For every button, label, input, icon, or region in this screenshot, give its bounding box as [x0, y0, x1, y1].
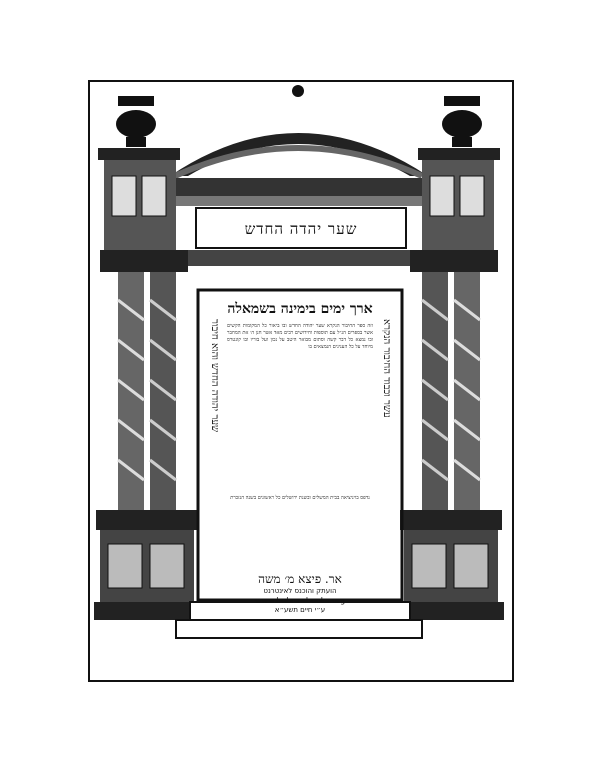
header-band-text: שער יהדה החדש	[244, 219, 358, 238]
left-side-column: שער יהודה החדש והוא חיבור	[209, 319, 220, 433]
entablature	[170, 178, 428, 196]
panel-heading: ארך ימים בימינה בשמאלה	[227, 301, 373, 317]
footer-line-3: ע״י חיים תשע״א	[274, 606, 326, 614]
right-side-column: עשר וכבוד החיבור הנקרא	[381, 319, 392, 418]
body-text: וזה ספר החיבור הנקרא שער יהודה החדש ובו ביאור כל המקומות הקשים אשר בספרים הנ״ל עם תוספות וחידושים רבים מאד אשר חנן ה׳ את המחבר ובו נמצא כל דבר קשה וסתום מבואר היטב על נכון ועל בוריו ובו קונטרס מיוחד על כל הענינים הנמצאים בו	[227, 323, 373, 350]
footer-website[interactable]: www.hebrewbooks.org	[254, 596, 346, 605]
panel-bottom-line: אר. פיצא מ׳ משה	[258, 572, 342, 586]
footer	[200, 587, 400, 614]
title-text-panel	[205, 297, 395, 593]
right-columns	[398, 148, 504, 620]
finial-ball	[292, 85, 304, 97]
footer-line-1: הועתק והוכנס לאינטרנט	[263, 587, 337, 595]
right-urn	[442, 96, 482, 147]
arch	[170, 133, 428, 176]
left-urn	[116, 96, 156, 147]
steps	[176, 620, 422, 638]
imprint-text: נדפס בויניציאה בבית המשלים ובשנת ירושלים כל ראשונים בשנה הנזכרת	[230, 495, 370, 501]
left-columns	[94, 148, 200, 620]
